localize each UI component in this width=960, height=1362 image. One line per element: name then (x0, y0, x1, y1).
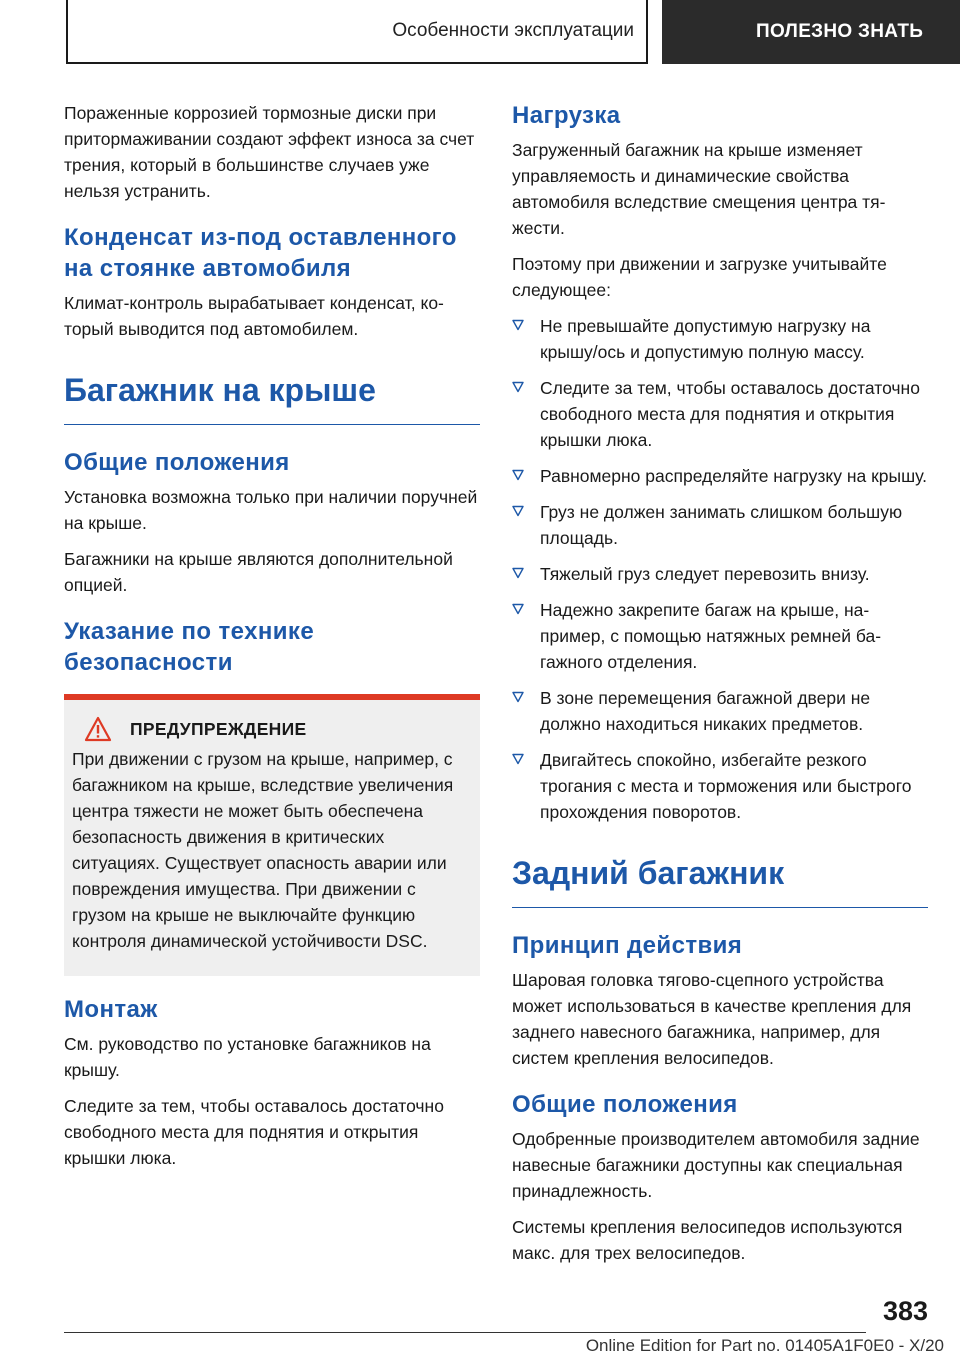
load-bullet-item (512, 313, 928, 365)
general-paragraph-2: Багажники на крыше являются дополнительной опцией. (64, 549, 453, 595)
rear-general-paragraph-2: Системы крепления велосипедов используются макс. для трех велосипедов. (512, 1217, 903, 1263)
left-column (64, 100, 480, 1181)
footer-edition: Online Edition for Part no. 01405A1F0E0 - X/20 (585, 1336, 944, 1355)
load-bullet-item (512, 499, 928, 551)
condensate-paragraph: Климат-контроль вырабатывает конденсат, который выводится под автомобилем. (64, 293, 444, 339)
warning-box (64, 694, 480, 976)
general-heading-left: Общие положения (64, 449, 290, 476)
mounting-paragraph-2: Следите за тем, чтобы оставалось достаточно свободного места для поднятия и открытия крышки люка. (64, 1096, 444, 1168)
triangle-bullet-icon (512, 603, 524, 615)
load-bullet-item (512, 463, 928, 489)
load-bullet-item (512, 685, 928, 737)
load-bullet-text: Надежно закрепите багаж на крыше, например, с помощью натяжных ремней багажного отделения. (540, 600, 882, 672)
load-bullet-item (512, 597, 928, 675)
triangle-bullet-icon (512, 505, 524, 517)
warning-title-row (72, 716, 470, 742)
load-bullet-item (512, 747, 928, 825)
load-bullet-text: Следите за тем, чтобы оставалось достаточно свободного места для поднятия и открытия крышки люка. (540, 378, 920, 450)
rear-carrier-heading: Задний багажник (512, 853, 928, 908)
header-chapter-box (662, 0, 960, 64)
triangle-bullet-icon (512, 567, 524, 579)
header-section-box (66, 0, 648, 64)
header-chapter-title: ПОЛЕЗНО ЗНАТЬ (756, 21, 924, 42)
intro-paragraph: Пораженные коррозией тормозные диски при притормаживании создают эффект износа за счет трения, который в большинстве случаев уже нельзя устранить. (64, 103, 475, 201)
general-paragraph-1: Установка возможна только при наличии поручней на крыше. (64, 487, 478, 533)
condensate-heading: Конденсат из-под оставленного на стоянке автомобиля (64, 224, 457, 282)
right-column (512, 100, 928, 1276)
triangle-bullet-icon (512, 319, 524, 331)
triangle-bullet-icon (512, 381, 524, 393)
principle-paragraph: Шаровая головка тягово-сцепного устройства может использоваться в качестве крепления для заднего навесного багажника, например, для систем крепления велосипедов. (512, 970, 912, 1068)
safety-heading: Указание по технике безопасности (64, 618, 315, 676)
load-bullet-text: Равномерно распределяйте нагрузку на крышу. (540, 466, 927, 486)
triangle-bullet-icon (512, 691, 524, 703)
load-paragraph-2: Поэтому при движении и загрузке учитывайте следующее: (512, 254, 887, 300)
load-bullet-text: Груз не должен занимать слишком большую площадь. (540, 502, 903, 548)
triangle-bullet-icon (512, 753, 524, 765)
load-paragraph-1: Загруженный багажник на крыше изменяет управляемость и динамические свойства автомобиля вследствие смещения центра тяжести. (512, 140, 886, 238)
rear-general-paragraph-1: Одобренные производителем автомобиля задние навесные багажники доступны как специальная принадлежность. (512, 1129, 920, 1201)
triangle-bullet-icon (512, 469, 524, 481)
header-section-title: Особенности эксплуатации (392, 20, 634, 41)
mounting-heading: Монтаж (64, 996, 158, 1023)
roof-rack-heading: Багажник на крыше (64, 370, 480, 425)
page-number: 383 (882, 1296, 928, 1326)
warning-title: ПРЕДУПРЕЖДЕНИЕ (130, 718, 307, 739)
load-bullet-text: Двигайтесь спокойно, избегайте резкого трогания с места и торможения или быстрого прохождения поворотов. (540, 750, 912, 822)
load-bullet-item (512, 561, 928, 587)
footer-divider (64, 1332, 866, 1333)
load-bullet-text: В зоне перемещения багажной двери не должно находиться никаких предметов. (540, 688, 871, 734)
load-heading: Нагрузка (512, 102, 621, 129)
principle-heading: Принцип действия (512, 932, 743, 959)
mounting-paragraph-1: См. руководство по установке багажников на крышу. (64, 1034, 431, 1080)
warning-text: При движении с грузом на крыше, например, с багажником на крыше, вследствие увеличения центра тяжести не может быть обеспечена безопасность движения в критических ситуациях. Существует опасность аварии или повреждения имущества. При движении с грузом на крыше не выключайте функцию контроля динамической устойчивости DSC. (72, 749, 454, 951)
load-bullet-text: Тяжелый груз следует перевозить внизу. (540, 564, 870, 584)
load-bullet-item (512, 375, 928, 453)
general-heading-right: Общие положения (512, 1091, 738, 1118)
load-bullet-text: Не превышайте допустимую нагрузку на крышу/ось и допустимую полную массу. (540, 316, 871, 362)
load-bullet-list (512, 313, 928, 825)
warning-triangle-icon (84, 716, 112, 742)
